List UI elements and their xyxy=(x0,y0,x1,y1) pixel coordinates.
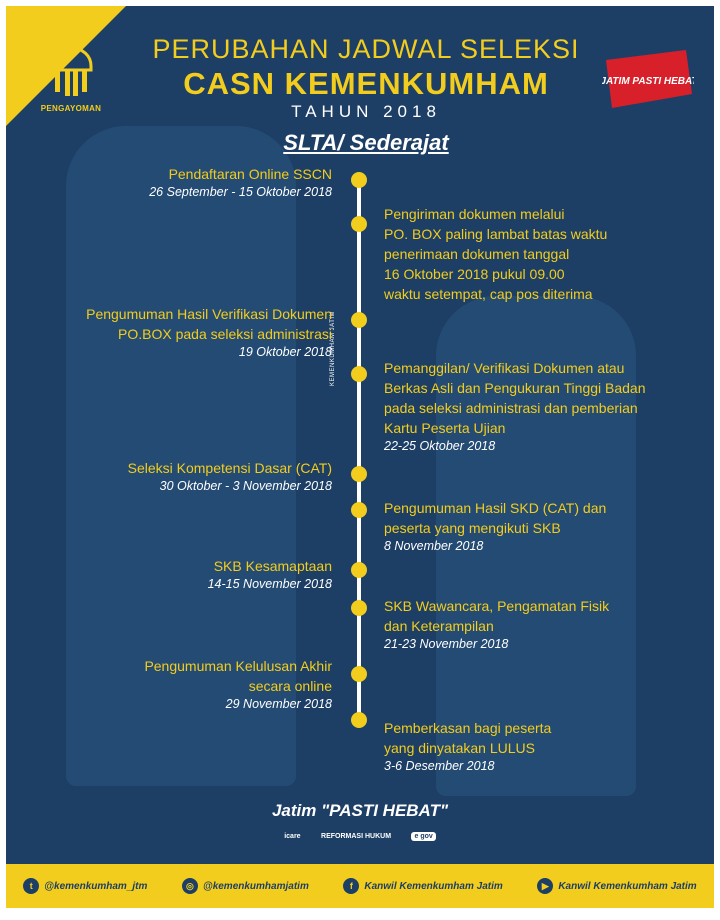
event-title: Pendaftaran Online SSCN xyxy=(168,166,332,182)
timeline-event-right xyxy=(384,358,646,455)
event-title: yang dinyatakan LULUS xyxy=(384,740,535,756)
event-title: penerimaan dokumen tanggal xyxy=(384,246,570,262)
timeline-dot xyxy=(351,466,367,482)
social-handle: Kanwil Kemenkumham Jatim xyxy=(558,880,697,892)
event-title: Seleksi Kompetensi Dasar (CAT) xyxy=(127,460,332,476)
education-level-subtitle: SLTA/ Sederajat xyxy=(283,130,449,155)
event-title: pada seleksi administrasi dan pemberian xyxy=(384,400,638,416)
timeline-dot xyxy=(351,502,367,518)
timeline-event-right xyxy=(384,498,606,555)
timeline-event-left xyxy=(144,656,332,713)
pengayoman-emblem-icon xyxy=(41,42,101,102)
timeline-dot xyxy=(351,216,367,232)
event-title: Pengumuman Hasil Verifikasi Dokumen xyxy=(86,306,332,322)
social-handle: Kanwil Kemenkumham Jatim xyxy=(364,880,503,892)
pengayoman-logo xyxy=(36,42,106,122)
timeline-event-left xyxy=(128,458,332,495)
title-year: TAHUN 2018 xyxy=(291,102,441,121)
event-date: 8 November 2018 xyxy=(384,539,484,553)
event-date: 14-15 November 2018 xyxy=(207,577,332,591)
event-title: SKB Kesamaptaan xyxy=(213,558,332,574)
instagram-icon: ◎ xyxy=(182,878,198,894)
event-title: Pengumuman Hasil SKD (CAT) dan xyxy=(384,500,607,516)
timeline-dot xyxy=(351,312,367,328)
timeline-dot xyxy=(351,666,367,682)
timeline-event-left xyxy=(208,556,332,593)
poster xyxy=(6,6,714,864)
facebook-icon: f xyxy=(343,878,359,894)
event-title: secara online xyxy=(248,678,332,694)
timeline-dot xyxy=(351,172,367,188)
event-title: Kartu Peserta Ujian xyxy=(384,420,506,436)
event-date: 29 November 2018 xyxy=(225,697,332,711)
twitter-icon: t xyxy=(23,878,39,894)
event-title: Berkas Asli dan Pengukuran Tinggi Badan xyxy=(384,380,646,396)
social-youtube[interactable] xyxy=(537,878,696,894)
event-date: 26 September - 15 Oktober 2018 xyxy=(149,185,332,199)
event-title: PO.BOX pada seleksi administrasi xyxy=(118,326,332,342)
timeline-dot xyxy=(351,600,367,616)
social-twitter[interactable] xyxy=(23,878,147,894)
social-handle: @kemenkumhamjatim xyxy=(202,880,309,892)
timeline-event-right xyxy=(384,204,607,304)
timeline-dot xyxy=(351,366,367,382)
social-instagram[interactable] xyxy=(182,878,309,894)
timeline-event-right xyxy=(384,596,609,653)
partner-logos xyxy=(6,828,714,846)
event-date: 22-25 Oktober 2018 xyxy=(384,439,496,453)
logo-caption: PENGAYOMAN xyxy=(40,104,102,113)
event-title: PO. BOX paling lambat batas waktu xyxy=(384,226,608,242)
event-title: Pemanggilan/ Verifikasi Dokumen atau xyxy=(384,360,625,376)
timeline-event-left xyxy=(86,304,332,361)
timeline-line xyxy=(357,176,361,716)
timeline-event-left xyxy=(149,164,332,201)
event-date: 19 Oktober 2018 xyxy=(238,345,332,359)
event-title: dan Keterampilan xyxy=(384,618,494,634)
vertical-watermark: KEMENKUMHAM JATIM xyxy=(330,310,336,386)
title-line2: CASN KEMENKUMHAM xyxy=(183,66,549,101)
reformasi-hukum-logo: REFORMASI HUKUM xyxy=(321,833,392,841)
icare-logo: icare xyxy=(284,833,301,841)
event-title: peserta yang mengikuti SKB xyxy=(384,520,561,536)
jatim-brand-slogan: Jatim "PASTI HEBAT" xyxy=(271,801,449,820)
event-date: 21-23 November 2018 xyxy=(384,637,509,651)
event-date: 3-6 Desember 2018 xyxy=(384,759,495,773)
title-line1: PERUBAHAN JADWAL SELEKSI xyxy=(152,34,580,64)
egov-logo: e gov xyxy=(411,832,435,841)
event-title: Pengumuman Kelulusan Akhir xyxy=(144,658,332,674)
event-title: Pengiriman dokumen melalui xyxy=(384,206,565,222)
event-title: Pemberkasan bagi peserta xyxy=(384,720,552,736)
social-footer-bar xyxy=(6,864,714,908)
badge-text: JATIM PASTI HEBAT xyxy=(602,76,694,87)
timeline-event-right xyxy=(384,718,551,775)
timeline-dot xyxy=(351,712,367,728)
social-facebook[interactable] xyxy=(343,878,502,894)
event-title: 16 Oktober 2018 pukul 09.00 xyxy=(384,266,565,282)
timeline-dot xyxy=(351,562,367,578)
social-handle: @kemenkumham_jtm xyxy=(44,880,148,892)
event-title: SKB Wawancara, Pengamatan Fisik xyxy=(384,598,610,614)
event-date: 30 Oktober - 3 November 2018 xyxy=(159,479,332,493)
youtube-icon: ▶ xyxy=(537,878,553,894)
event-title: waktu setempat, cap pos diterima xyxy=(384,286,593,302)
